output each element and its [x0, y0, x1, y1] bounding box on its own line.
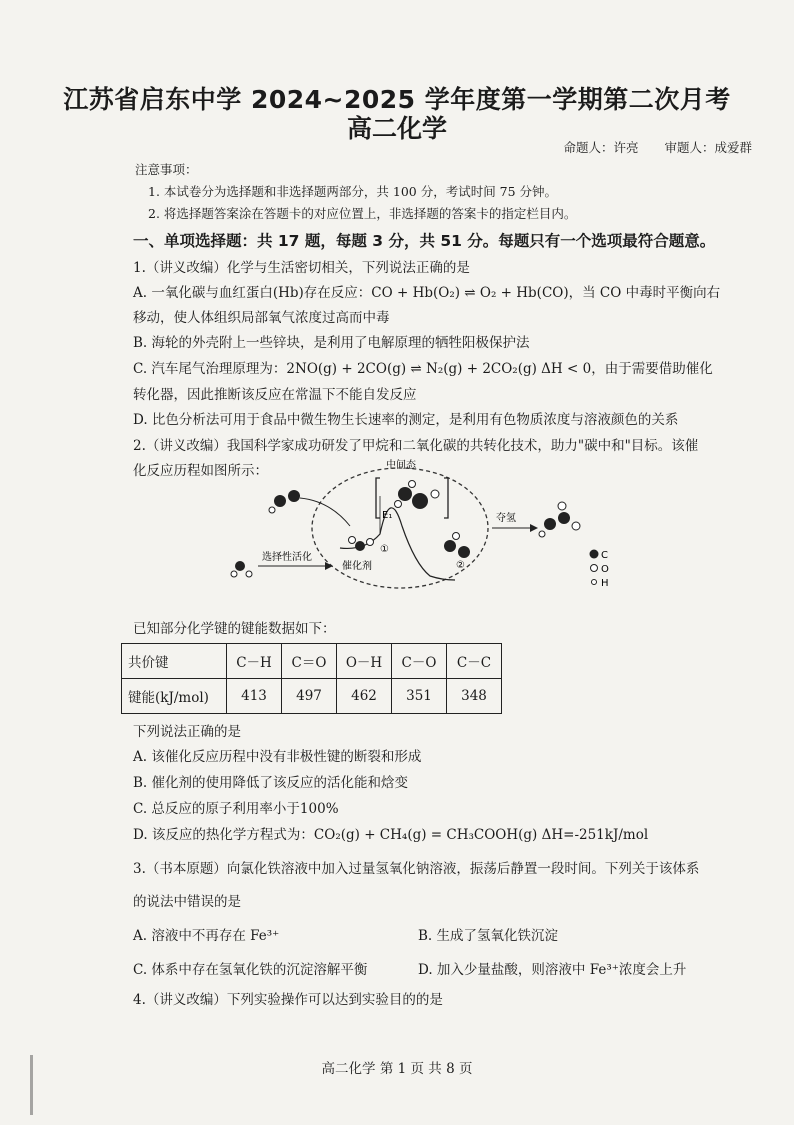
- energy-header: 键能(kJ/mol): [122, 679, 227, 714]
- arrow-in: [300, 498, 350, 526]
- energy-cell: 413: [227, 679, 282, 714]
- e1-label: E₁: [382, 510, 393, 521]
- q1-option-a-line1: A. 一氧化碳与血红蛋白(Hb)存在反应：CO + Hb(O₂) ⇌ O₂ + Hb(CO)，当 CO 中毒时平衡向右: [133, 285, 721, 301]
- ch4-atom: [235, 561, 245, 571]
- q1-option-c-line1: C. 汽车尾气治理原理为：2NO(g) + 2CO(g) ⇌ N₂(g) + 2CO₂(g) ΔH < 0，由于需要借助催化: [133, 361, 713, 377]
- bond-table-intro: 已知部分化学键的键能数据如下：: [133, 621, 336, 637]
- product-atom: [458, 546, 470, 558]
- subject-title: 高二化学: [346, 114, 447, 143]
- section-heading: 一、单项选择题：共 17 题，每题 3 分，共 51 分。每题只有一个选项最符合题意。: [133, 232, 716, 250]
- q4-stem: 4.（讲义改编）下列实验操作可以达到实验目的的是: [133, 992, 443, 1008]
- q3-option-a: A. 溶液中不再存在 Fe³⁺: [133, 928, 280, 944]
- intermediate-atom: [398, 487, 412, 501]
- energy-cell: 462: [337, 679, 392, 714]
- bond-table-row: [122, 644, 502, 679]
- bond-table-row: [122, 679, 502, 714]
- bond-header: 共价键: [122, 644, 227, 679]
- product-atom: [444, 540, 456, 552]
- q2-option-a: A. 该催化反应历程中没有非极性键的断裂和形成: [133, 749, 422, 765]
- catalyst-label: 催化剂: [342, 561, 372, 572]
- intermediate-label: 中间态: [386, 460, 416, 471]
- ch4-atom: [246, 571, 252, 577]
- q1-option-c-line2: 转化器，因此推断该反应在常温下不能自发反应: [133, 387, 417, 403]
- acetic-acid-atom: [544, 518, 556, 530]
- q3-stem-line2: 的说法中错误的是: [133, 894, 241, 910]
- legend-h-label: H: [601, 578, 609, 589]
- acetic-acid-atom: [558, 502, 566, 510]
- reaction-mechanism-diagram: [230, 456, 610, 606]
- legend-c-label: C: [601, 550, 608, 561]
- selective-activation-label: 选择性活化: [262, 552, 312, 563]
- ch4-atom: [231, 571, 237, 577]
- acetic-acid-atom: [558, 512, 570, 524]
- catalyst-atom: [355, 541, 365, 551]
- scan-edge-mark: [30, 1055, 33, 1115]
- intermediate-atom: [431, 490, 439, 498]
- notice-item-2: 2. 将选择题答案涂在答题卡的对应位置上，非选择题的答案卡的指定栏目内。: [148, 206, 577, 221]
- page-footer: 高二化学 第 1 页 共 8 页: [321, 1061, 473, 1077]
- h-abstraction-label: 夺氢: [496, 513, 516, 524]
- step-2-label: ②: [456, 560, 465, 571]
- step-1-label: ①: [380, 544, 389, 555]
- bond-cell: O－H: [337, 644, 392, 679]
- q3-option-b: B. 生成了氢氧化铁沉淀: [418, 928, 559, 944]
- bracket-left: [376, 478, 380, 518]
- bond-cell: C－O: [392, 644, 447, 679]
- notice-item-1: 1. 本试卷分为选择题和非选择题两部分，共 100 分，考试时间 75 分钟。: [148, 184, 558, 199]
- bracket-right: [444, 478, 448, 518]
- bond-cell: C－C: [447, 644, 502, 679]
- legend-c-symbol: [590, 550, 599, 559]
- q3-option-d: D. 加入少量盐酸，则溶液中 Fe³⁺浓度会上升: [418, 962, 687, 978]
- acetic-acid-atom: [572, 522, 580, 530]
- legend-h-symbol: [592, 580, 597, 585]
- q2-option-d: D. 该反应的热化学方程式为：CO₂(g) + CH₄(g) = CH₃COOH(g) ΔH=-251kJ/mol: [133, 827, 649, 843]
- q2-stem-line2: 化反应历程如图所示：: [133, 463, 268, 479]
- legend-o-label: O: [601, 564, 609, 575]
- acetic-acid-atom: [539, 531, 545, 537]
- product-atom: [453, 533, 460, 540]
- exam-title: 江苏省启东中学 2024~2025 学年度第一学期第二次月考: [63, 85, 731, 114]
- energy-cell: 348: [447, 679, 502, 714]
- q3-option-c: C. 体系中存在氢氧化铁的沉淀溶解平衡: [133, 962, 368, 978]
- legend-o-symbol: [591, 565, 598, 572]
- q2-stem-line1: 2.（讲义改编）我国科学家成功研发了甲烷和二氧化碳的共转化技术，助力"碳中和"目标。该催: [133, 438, 699, 454]
- bond-energy-table: [121, 643, 502, 714]
- bond-cell: C－H: [227, 644, 282, 679]
- q1-option-d: D. 比色分析法可用于食品中微生物生长速率的测定，是利用有色物质浓度与溶液颜色的关系: [133, 412, 679, 428]
- notice-heading: 注意事项：: [135, 162, 198, 177]
- setter-name: 命题人：许亮: [563, 140, 639, 155]
- co2-atom: [274, 495, 286, 507]
- intermediate-atom: [409, 481, 416, 488]
- energy-cell: 497: [282, 679, 337, 714]
- q2-option-b: B. 催化剂的使用降低了该反应的活化能和焓变: [133, 775, 409, 791]
- co2-atom: [269, 507, 275, 513]
- authors-line: [541, 138, 752, 156]
- q3-stem-line1: 3.（书本原题）向氯化铁溶液中加入过量氢氧化钠溶液，振荡后静置一段时间。下列关于该体系: [133, 861, 700, 877]
- catalyst-atom: [367, 539, 374, 546]
- q1-option-b: B. 海轮的外壳附上一些锌块，是利用了电解原理的牺牲阳极保护法: [133, 335, 530, 351]
- intermediate-atom: [412, 493, 428, 509]
- q2-option-c: C. 总反应的原子利用率小于100%: [133, 801, 339, 817]
- reviewer-name: 审题人：成爱群: [664, 140, 752, 155]
- intermediate-atom: [395, 501, 402, 508]
- catalyst-atom: [349, 537, 356, 544]
- q1-stem: 1.（讲义改编）化学与生活密切相关，下列说法正确的是: [133, 260, 470, 276]
- bond-cell: C＝O: [282, 644, 337, 679]
- co2-atom: [288, 490, 300, 502]
- h-abstraction-arrowhead: [530, 524, 538, 532]
- q2-ask: 下列说法正确的是: [133, 724, 241, 740]
- activation-arrowhead: [325, 562, 333, 570]
- energy-cell: 351: [392, 679, 447, 714]
- q1-option-a-line2: 移动，使人体组织局部氧气浓度过高而中毒: [133, 310, 390, 326]
